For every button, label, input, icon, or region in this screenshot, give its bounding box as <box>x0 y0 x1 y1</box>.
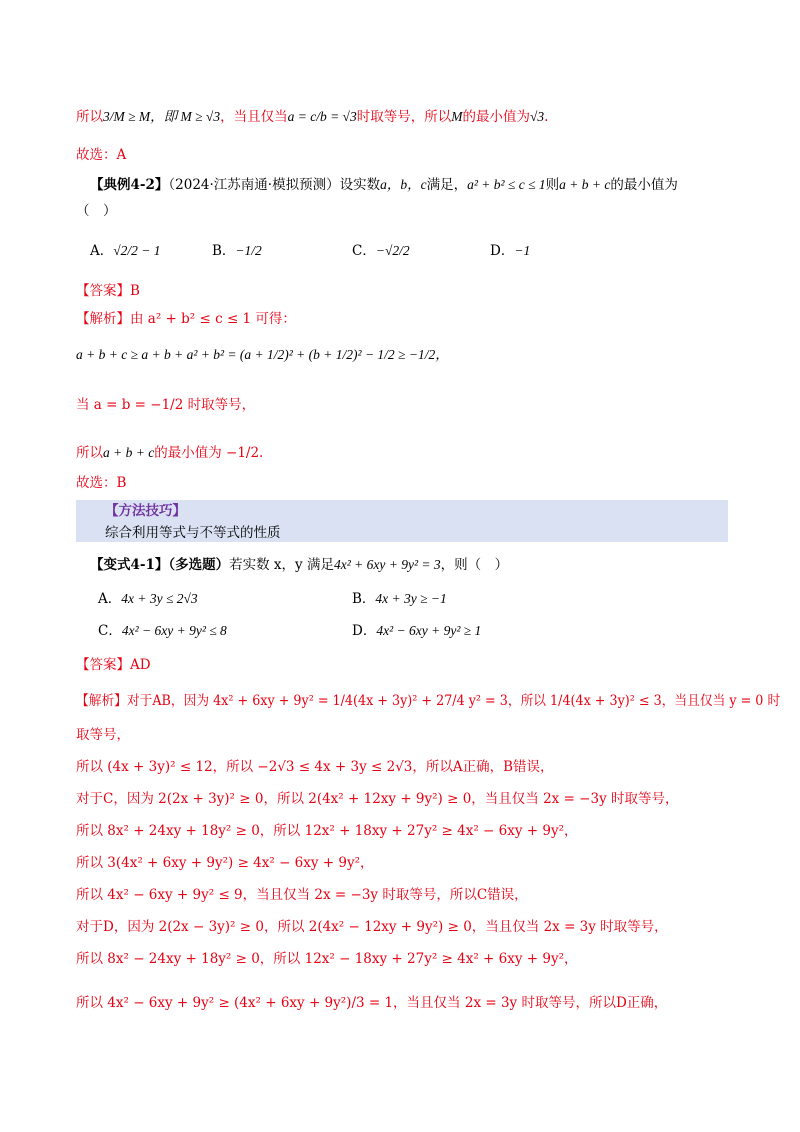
para1-text1: 所以 <box>76 109 103 125</box>
variant-tag: 【变式4-1】 <box>90 557 169 573</box>
variant-stem <box>90 556 508 574</box>
example-tail2: 的最小值为 <box>610 177 678 193</box>
option-d-label: D． <box>490 243 515 259</box>
variant-option-d-label: D． <box>352 623 377 639</box>
option-c-label: C． <box>352 243 376 259</box>
analysis-2-line-5: 所以 8x² + 24xy + 18y² ≥ 0，所以 12x² + 18xy + 27y² ≥ 4x² − 6xy + 9y²， <box>76 823 578 839</box>
example-tag: 【典例4-2】 <box>90 177 169 193</box>
example-stem <box>90 176 678 194</box>
example-expression: a + b + c <box>559 177 611 192</box>
choice-line-1: 故选：A <box>76 147 127 163</box>
method-text: 综合利用等式与不等式的性质 <box>105 525 281 541</box>
analysis-1-text-1: 由 a² + b² ≤ c ≤ 1 可得： <box>130 311 296 327</box>
variant-kind: （多选题） <box>168 557 230 573</box>
answer-2-label: 【答案】 <box>76 657 130 673</box>
variant-option-b-label: B． <box>352 591 376 607</box>
variant-option-c-value: 4x² − 6xy + 9y² ≤ 8 <box>121 623 227 638</box>
analysis-1-line-4 <box>76 444 263 462</box>
para1-math3: M <box>451 109 463 124</box>
analysis-1-line-1 <box>76 310 296 328</box>
para1-text3: 时取等号，所以 <box>356 109 452 125</box>
variant-condition: 4x² + 6xy + 9y² = 3 <box>333 557 441 572</box>
para1-end: . <box>544 109 549 125</box>
analysis-2-text-1: 对于AB，因为 4x² + 6xy + 9y² = 1/4(4x + 3y)² + 27/4 y² = 3，所以 1/4(4x + 3y)² ≤ 3，当且仅当 y = 0 时 <box>126 693 781 709</box>
option-d-value: −1 <box>514 243 531 258</box>
example-tail: 则 <box>545 177 560 193</box>
variant-option-a-label: A． <box>98 591 122 607</box>
option-b-label: B． <box>212 243 236 259</box>
analysis-1-line-3: 当 a = b = −1/2 时取等号， <box>76 397 256 413</box>
option-a <box>90 242 161 260</box>
analysis-2-line-7: 所以 4x² − 6xy + 9y² ≤ 9，当且仅当 2x = −3y 时取等号，所以C错误， <box>76 887 528 903</box>
answer-1-label: 【答案】 <box>76 283 130 299</box>
method-title: 【方法技巧】 <box>105 503 186 519</box>
analysis-2-line-6: 所以 3(4x² + 6xy + 9y²) ≥ 4x² − 6xy + 9y²， <box>76 855 374 871</box>
option-c-value: −√2/2 <box>375 243 410 258</box>
analysis-2-line-2: 取等号， <box>76 727 130 743</box>
variant-option-d-value: 4x² − 6xy + 9y² ≥ 1 <box>376 623 482 638</box>
variant-option-c-label: C． <box>98 623 122 639</box>
analysis-1-label: 【解析】 <box>76 311 130 327</box>
answer-2-value: AD <box>130 657 151 673</box>
example-condition: a² + b² ≤ c ≤ 1 <box>467 177 546 192</box>
answer-1-value: B <box>130 283 140 299</box>
option-d <box>490 242 530 260</box>
analysis-1-l4m: a + b + c <box>103 445 155 460</box>
option-a-label: A． <box>90 243 114 259</box>
option-a-value: √2/2 − 1 <box>113 243 161 258</box>
variant-option-a <box>98 590 198 608</box>
analysis-2-line-4: 对于C，因为 2(2x + 3y)² ≥ 0，所以 2(4x² + 12xy + 9y²) ≥ 0，当且仅当 2x = −3y 时取等号， <box>76 791 679 807</box>
example-cond-text: 满足， <box>426 177 468 193</box>
option-b <box>212 242 262 260</box>
variant-option-b-value: 4x + 3y ≥ −1 <box>375 591 447 606</box>
para1-text4: 的最小值为 <box>462 109 530 125</box>
example-paren: （ ） <box>76 203 117 219</box>
example-source: （2024·江苏南通·模拟预测）设实数 <box>168 177 381 193</box>
variant-option-b <box>352 590 447 608</box>
variant-option-c <box>98 622 227 640</box>
choice-line-2: 故选：B <box>76 475 127 491</box>
variant-stem-2: ，则（ ） <box>440 557 509 573</box>
answer-2 <box>76 656 151 674</box>
para1-math1: 3/M ≥ M，即 M ≥ √3 <box>103 109 221 124</box>
variant-stem-1: 若实数 x，y 满足 <box>229 557 334 573</box>
para1-math2: a = c/b = √3 <box>287 109 357 124</box>
answer-1 <box>76 282 140 300</box>
analysis-1-l4a: 所以 <box>76 445 103 461</box>
variant-option-d <box>352 622 481 640</box>
analysis-2-line-1 <box>76 692 780 710</box>
para1-math4: √3 <box>529 109 545 124</box>
variant-option-a-value: 4x + 3y ≤ 2√3 <box>121 591 198 606</box>
analysis-1-line-2: a + b + c ≥ a + b + a² + b² = (a + 1/2)² + (b + 1/2)² − 1/2 ≥ −1/2， <box>76 347 449 362</box>
option-c <box>352 242 410 260</box>
example-vars: a，b，c <box>380 177 427 192</box>
analysis-2-line-3: 所以 (4x + 3y)² ≤ 12，所以 −2√3 ≤ 4x + 3y ≤ 2√3，所以A正确，B错误， <box>76 759 554 775</box>
option-b-value: −1/2 <box>235 243 262 258</box>
analysis-2-line-10: 所以 4x² − 6xy + 9y² ≥ (4x² + 6xy + 9y²)/3 = 1，当且仅当 2x = 3y 时取等号，所以D正确， <box>76 995 668 1011</box>
analysis-1-l4b: 的最小值为 −1/2. <box>154 445 264 461</box>
analysis-2-line-9: 所以 8x² − 24xy + 18y² ≥ 0，所以 12x² − 18xy + 27y² ≥ 4x² + 6xy + 9y²， <box>76 951 578 967</box>
analysis-2-label: 【解析】 <box>76 693 127 709</box>
para1-text2: ，当且仅当 <box>220 109 288 125</box>
analysis-2-line-8: 对于D，因为 2(2x − 3y)² ≥ 0，所以 2(4x² − 12xy + 9y²) ≥ 0，当且仅当 2x = 3y 时取等号， <box>76 919 668 935</box>
para1-line <box>76 108 548 126</box>
